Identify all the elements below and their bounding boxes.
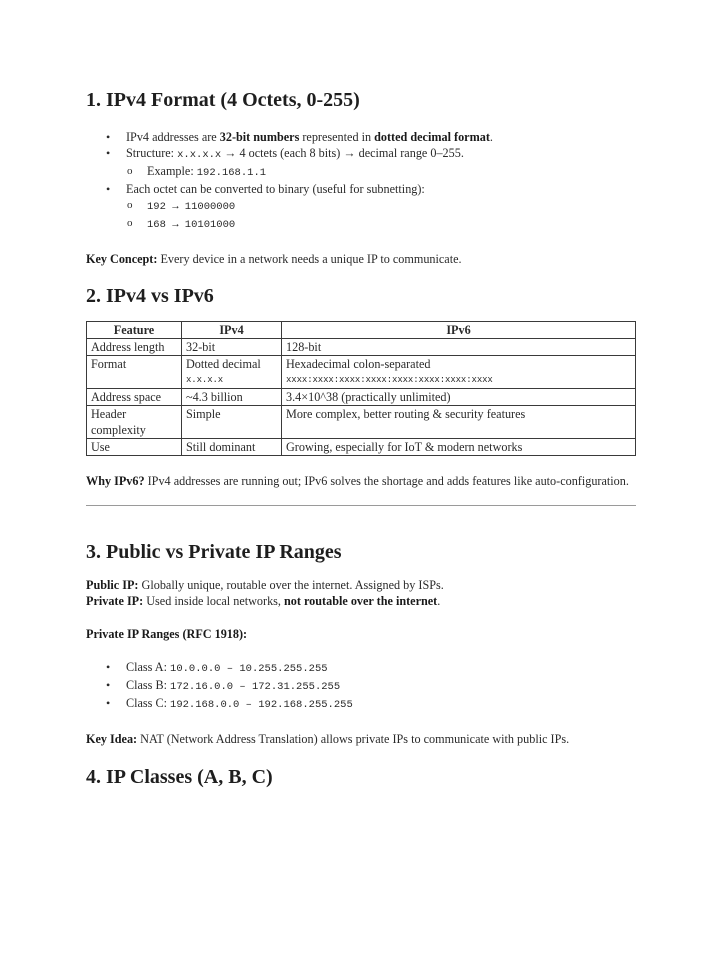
table-cell: Format (87, 356, 182, 389)
table-header-cell: Feature (87, 322, 182, 339)
sub-list-item: o Example: 192.168.1.1 (126, 163, 636, 181)
sub-list (126, 197, 636, 233)
ipv4-vs-ipv6-table (86, 321, 636, 456)
table-cell: Still dominant (182, 439, 282, 456)
table-cell: Use (87, 439, 182, 456)
private-ranges-title: Private IP Ranges (RFC 1918): (86, 627, 248, 641)
table-row (87, 406, 636, 439)
list-item: • Class B: 172.16.0.0 – 172.31.255.255 (86, 677, 636, 695)
private-ip-paragraph: Private IP: Used inside local networks, not routable over the internet. (86, 594, 441, 608)
table-cell: Address length (87, 339, 182, 356)
section-2-heading: 2. IPv4 vs IPv6 (86, 285, 214, 307)
section-1-heading: 1. IPv4 Format (4 Octets, 0-255) (86, 89, 360, 111)
table-cell: Hexadecimal colon-separated xxxx:xxxx:xxxx:xxxx:xxxx:xxxx:xxxx:xxxx (282, 356, 636, 389)
section-1-list (86, 129, 636, 233)
table-cell: 32-bit (182, 339, 282, 356)
section-3-heading: 3. Public vs Private IP Ranges (86, 541, 342, 563)
table-row (87, 439, 636, 456)
list-item: • IPv4 addresses are 32-bit numbers represented in dotted decimal format. (86, 129, 636, 145)
sub-list-item: o 168 → 10101000 (126, 215, 636, 233)
table-header-cell: IPv4 (182, 322, 282, 339)
sub-list (126, 163, 636, 181)
table-cell: ~4.3 billion (182, 389, 282, 406)
table-cell: 3.4×10^38 (practically unlimited) (282, 389, 636, 406)
list-item: • Structure: x.x.x.x → 4 octets (each 8 bits) → decimal range 0–255. o Example: 192.168.1.1 (86, 145, 636, 181)
why-ipv6-paragraph: Why IPv6? IPv4 addresses are running out; IPv6 solves the shortage and adds features like auto-configuration. (86, 474, 629, 488)
table-row (87, 356, 636, 389)
document-content (86, 88, 636, 789)
public-ip-paragraph: Public IP: Globally unique, routable over the internet. Assigned by ISPs. (86, 578, 444, 592)
table-cell: Header complexity (87, 406, 182, 439)
sub-list-item: o 192 → 11000000 (126, 197, 636, 215)
table-cell: Simple (182, 406, 282, 439)
table-cell: 128-bit (282, 339, 636, 356)
table-cell: Address space (87, 389, 182, 406)
list-item: • Each octet can be converted to binary (useful for subnetting): o 192 → 11000000 o 168 → 10101000 (86, 181, 636, 233)
section-divider (86, 505, 636, 506)
table-header-cell: IPv6 (282, 322, 636, 339)
table-header-row (87, 322, 636, 339)
table-cell: Growing, especially for IoT & modern networks (282, 439, 636, 456)
table-cell: More complex, better routing & security features (282, 406, 636, 439)
list-item: • Class C: 192.168.0.0 – 192.168.255.255 (86, 695, 636, 713)
private-ranges-list (86, 659, 636, 713)
key-concept-paragraph: Key Concept: Every device in a network needs a unique IP to communicate. (86, 252, 462, 266)
table-row (87, 389, 636, 406)
section-4-heading: 4. IP Classes (A, B, C) (86, 766, 273, 788)
key-idea-paragraph: Key Idea: NAT (Network Address Translation) allows private IPs to communicate with public IPs. (86, 732, 570, 746)
list-item: • Class A: 10.0.0.0 – 10.255.255.255 (86, 659, 636, 677)
table-row (87, 339, 636, 356)
table-cell: Dotted decimal x.x.x.x (182, 356, 282, 389)
